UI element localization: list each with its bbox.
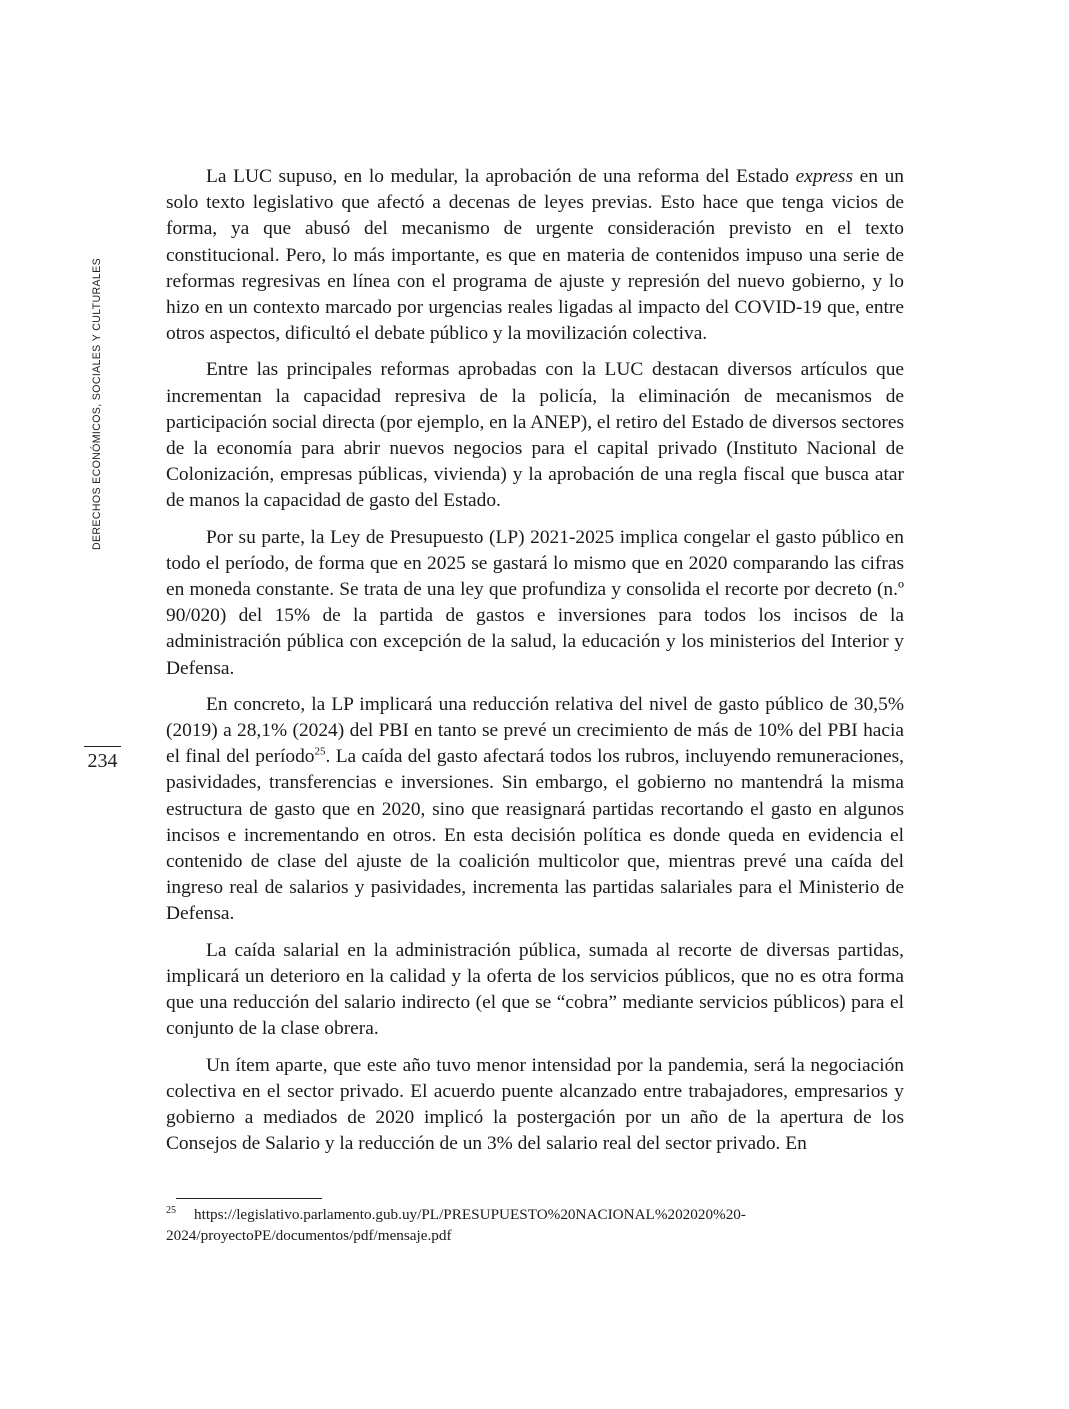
page-number-rule [84,746,121,747]
paragraph-1-italic-term: express [795,166,854,187]
running-head: DERECHOS ECONÓMICOS, SOCIALES Y CULTURALES [91,258,103,550]
footnote-reference[interactable]: 25 [314,745,326,758]
paragraph-4-text-a: En concreto, la LP implicará una reducción relativa del nivel de gasto público de 30,5% (2019) a 28,1% (2024) del PBI en tanto se prevé un crecimiento de más de 10% del PBI hacia el final del período [166,693,904,768]
body-text [166,164,904,1167]
footnote-url[interactable]: https://legislativo.parlamento.gub.uy/PL/PRESUPUESTO%20NACIONAL%202020%20-2024/proyectoPE/documentos/pdf/mensaje.pdf [166,1206,746,1244]
paragraph-4-text-b: . La caída del gasto afectará todos los rubros, incluyendo remuneraciones, pasividades, transferencias e inversiones. Sin embargo, el gobierno no mantendrá la misma estructura de gasto que en 2020, sino que reasignará partidas recortando el gasto en algunos incisos e incrementando en otros. En esta decisión política es donde queda en evidencia el contenido de clase del ajuste de la coalición multicolor que, mientras prevé una caída del ingreso real de salarios y pasividades, incrementa las partidas salariales para el Ministerio de Defensa. [166,746,904,925]
footnote-rule [176,1198,322,1199]
paragraph-6: Un ítem aparte, que este año tuvo menor intensidad por la pandemia, será la negociación colectiva en el sector privado. El acuerdo puente alcanzado entre trabajadores, empresarios y gobierno a mediados de 2020 implicó la postergación por un año de la apertura de los Consejos de Salario y la reducción de un 3% del salario real del sector privado. En [166,1054,904,1155]
paragraph-2: Entre las principales reformas aprobadas con la LUC destacan diversos artículos que incrementan la capacidad represiva de la policía, la eliminación de mecanismos de participación social directa (por ejemplo, en la ANEP), el retiro del Estado de diversos sectores de la economía para abrir nuevos negocios para el capital privado (Instituto Nacional de Colonización, empresas públicas, vivienda) y la aprobación de una regla fiscal que busca atar de manos la capacidad de gasto del Estado. [166,359,904,512]
paragraph-5: La caída salarial en la administración pública, sumada al recorte de diversas partidas, implicará un deterioro en la calidad y la oferta de los servicios públicos, que no es otra forma que una reducción del salario indirecto (el que se “cobra” mediante servicios públicos) para el conjunto de la clase obrera. [166,939,904,1040]
paragraph-1 [166,164,904,347]
paragraph-1-text-a: La LUC supuso, en lo medular, la aprobación de una reforma del Estado [206,166,796,187]
paragraph-4 [166,692,904,928]
page-number: 234 [87,750,118,772]
paragraph-1-text-c: en un solo texto legislativo que afectó a decenas de leyes previas. Esto hace que tenga vicios de forma, ya que abusó del mecanismo de urgente consideración previsto en el texto constitucional. Pero, lo más importante, es que en materia de contenidos impuso una serie de reformas regresivas en línea con el programa de ajuste y represión del nuevo gobierno, y lo hizo en un contexto marcado por urgencias reales ligadas al impacto del COVID-19 que, entre otros aspectos, dificultó el debate público y la movilización colectiva. [166,166,904,345]
footnote [166,1204,904,1246]
paragraph-3: Por su parte, la Ley de Presupuesto (LP) 2021-2025 implica congelar el gasto público en todo el período, de forma que en 2025 se gastará lo mismo que en 2020 comparando las cifras en moneda constante. Se trata de una ley que profundiza y consolida el recorte por decreto (n.º 90/020) del 15% de la partida de gastos e inversiones para todos los incisos de la administración pública con excepción de la salud, la educación y los ministerios del Interior y Defensa. [166,526,904,679]
footnote-number: 25 [166,1204,176,1216]
